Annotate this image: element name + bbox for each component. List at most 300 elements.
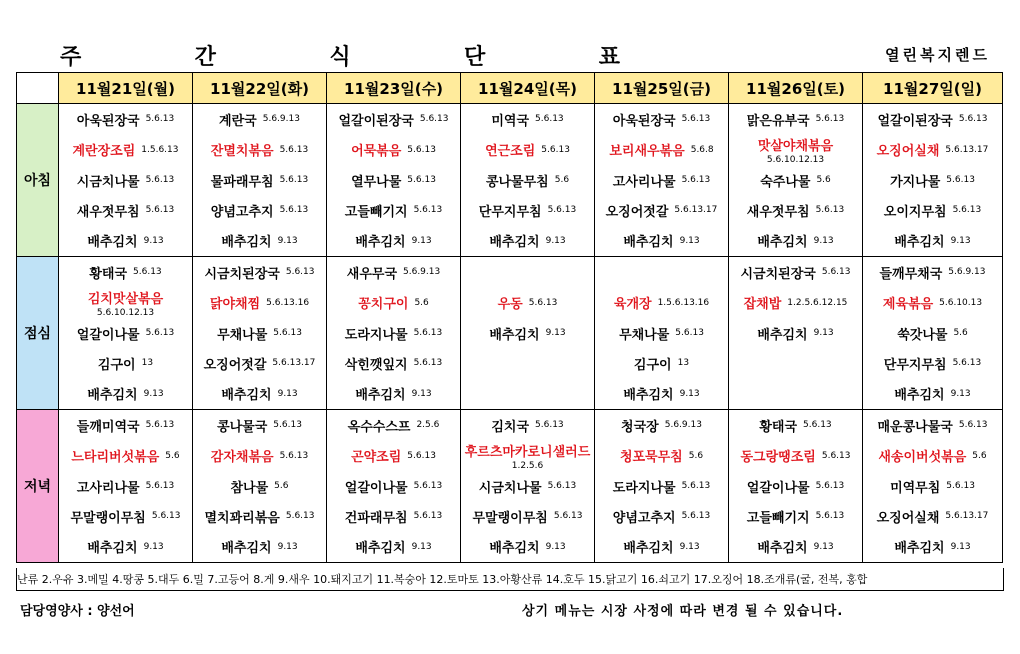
allergen-codes: 5.6.13.17 [674,205,718,216]
allergen-codes: 5.6.13.17 [945,144,989,155]
dish-name: 잔멸치볶음 [210,144,274,160]
menu-cell [327,410,461,563]
dish-name: 계란국 [219,113,257,129]
dish-name: 양념고추지 [210,204,274,220]
menu-item [59,318,192,348]
allergen-codes: 1.5.6.13 [141,144,179,155]
allergen-codes: 5.6.13 [407,450,436,461]
dish-name: 계란장조림 [72,144,136,160]
dish-name: 잡채밥 [743,297,782,313]
dish-name: 오징어젓갈 [605,204,669,220]
allergen-codes: 9.13 [545,235,566,246]
dish-name: 배추김치 [355,541,406,557]
menu-item [461,226,594,256]
menu-item [59,501,192,531]
allergen-codes: 5.6.13 [815,511,845,522]
menu-item [863,379,1002,409]
menu-item [327,379,460,409]
menu-item [863,348,1002,378]
dish-name: 육개장 [613,297,652,313]
allergen-codes: 5.6 [816,175,831,186]
menu-cell [595,104,729,257]
menu-item [729,165,862,195]
allergen-codes: 5.6 [274,481,289,492]
menu-item [193,318,326,348]
allergen-codes: 5.6.13 [413,205,443,216]
title-char: 식 [329,45,351,70]
menu-cell [193,104,327,257]
dish-name: 매운콩나물국 [877,419,953,435]
menu-item [327,348,460,378]
menu-item [729,287,862,317]
menu-item [461,532,594,562]
menu-item [863,471,1002,501]
allergen-codes: 5.6.13 [946,481,975,492]
dish-name: 배추김치 [757,235,808,251]
dish-name: 배추김치 [757,541,808,557]
allergen-codes: 5.6.13 [821,450,851,461]
allergen-codes: 5.6 [972,450,987,461]
menu-cell [595,257,729,410]
dish-name: 동그랑땡조림 [740,450,816,466]
title-char: 표 [598,45,620,70]
dish-name: 무채나물 [217,327,268,343]
menu-item [327,501,460,531]
dish-name: 배추김치 [355,235,406,251]
dish-name: 물파래무침 [210,174,274,190]
dish-name: 배추김치 [221,235,272,251]
allergen-codes: 5.6.13 [535,420,564,431]
dish-name: 아욱된장국 [612,113,676,129]
title-char: 간 [194,45,216,70]
allergen-codes: 5.6 [688,450,704,461]
menu-item [863,318,1002,348]
dish-name: 숙주나물 [760,174,811,190]
allergen-codes: 1.5.6.13.16 [657,297,710,308]
dish-name: 후르츠마카로니샐러드 [464,444,591,460]
title-char: 주 [60,45,82,70]
dish-name: 옥수수스프 [347,419,411,435]
menu-item [595,379,728,409]
menu-item [193,287,326,317]
dish-name: 콩나물무침 [485,174,549,190]
menu-item [595,134,728,164]
dish-name: 감자채볶음 [210,450,274,466]
menu-item [59,195,192,225]
menu-item [863,134,1002,164]
menu-item [863,195,1002,225]
menu-item [595,104,728,134]
dish-name: 쑥갓나물 [897,327,948,343]
meal-label: 저녁 [17,410,59,563]
menu-item [595,410,728,440]
menu-item [863,104,1002,134]
allergen-codes: 5.6.13 [528,297,558,308]
allergen-codes: 9.13 [679,541,700,552]
allergen-codes: 13 [677,358,690,369]
menu-cell [193,410,327,563]
menu-item [461,287,594,317]
menu-cell [193,257,327,410]
title-char: 단 [464,45,486,70]
dish-name: 고사리나물 [76,480,140,496]
allergen-codes: 5.6.9.13 [664,420,702,431]
menu-item [59,257,192,287]
allergen-codes: 5.6.13 [815,481,845,492]
allergen-codes: 5.6.13 [413,328,443,339]
menu-item [461,134,594,164]
menu-item [193,348,326,378]
dish-name: 맛살야채볶음 [757,138,834,154]
menu-item [595,501,728,531]
menu-cell [863,257,1003,410]
allergen-codes: 5.6.13 [285,267,315,278]
menu-item [59,410,192,440]
menu-item [193,257,326,287]
allergen-codes: 5.6.13 [145,205,175,216]
menu-item [595,226,728,256]
menu-item [461,501,594,531]
dish-name: 도라지나물 [612,480,676,496]
menu-item [595,318,728,348]
menu-cell [863,104,1003,257]
menu-item [461,410,594,440]
menu-item [327,471,460,501]
allergen-codes: 5.6.13 [145,328,175,339]
menu-item [595,348,728,378]
allergen-codes: 5.6.13 [681,511,711,522]
menu-item [59,532,192,562]
dish-name: 배추김치 [489,541,540,557]
menu-cell [461,410,595,563]
allergen-codes: 9.13 [277,235,298,246]
allergen-codes: 5.6.13 [681,175,711,186]
allergen-codes: 5.6.13 [413,358,443,369]
dish-name: 연근조림 [485,144,536,160]
menu-item [193,532,326,562]
menu-item [193,471,326,501]
dish-name: 새송이버섯볶음 [878,450,967,466]
dish-name: 배추김치 [355,388,406,404]
menu-item [327,440,460,470]
allergen-codes: 5.6 [554,175,570,186]
allergen-codes: 9.13 [950,235,971,246]
menu-item [461,257,594,287]
allergen-codes: 9.13 [813,328,834,339]
menu-item [327,226,460,256]
allergen-codes: 5.6.13 [407,144,436,155]
dish-name: 황태국 [759,419,798,435]
menu-item [461,440,594,470]
day-header: 11월25일(금) [595,73,729,104]
allergen-codes: 13 [141,358,154,369]
dish-name: 양념고추지 [612,510,676,526]
menu-item [595,257,728,287]
menu-item [327,195,460,225]
allergen-codes: 5.6.13 [407,175,436,186]
allergen-codes: 9.13 [813,541,834,552]
allergen-codes: 5.6.13 [547,481,577,492]
menu-item [863,165,1002,195]
dish-name: 배추김치 [623,388,674,404]
allergen-codes: 5.6.13 [958,420,988,431]
menu-item [327,410,460,440]
allergen-codes: 5.6.9.13 [262,114,300,125]
meal-label: 점심 [17,257,59,410]
allergen-codes: 5.6.10.13 [939,297,983,308]
menu-cell [729,104,863,257]
dish-name: 청국장 [621,419,659,435]
menu-item [59,379,192,409]
allergen-codes: 5.6.8 [690,144,714,155]
allergen-codes: 1.2.5.6.12.15 [787,297,848,308]
dish-name: 보리새우볶음 [609,144,685,160]
menu-item [729,226,862,256]
allergen-codes: 5.6.13 [946,175,975,186]
allergen-codes: 5.6.10.12.13 [766,154,825,165]
dish-name: 배추김치 [221,541,272,557]
dish-name: 어묵볶음 [351,144,402,160]
weekly-menu-table [16,72,1003,563]
dish-name: 닭야채찜 [209,297,261,313]
dish-name: 건파래무침 [344,510,408,526]
allergen-codes: 5.6.13 [145,114,175,125]
allergen-codes: 5.6.13 [952,205,982,216]
allergen-codes: 5.6.13 [952,358,982,369]
dish-name: 미역무침 [890,480,941,496]
menu-item [729,195,862,225]
allergen-codes: 9.13 [143,235,164,246]
menu-item [59,287,192,317]
menu-item [59,440,192,470]
menu-item [863,532,1002,562]
dish-name: 시금치된장국 [740,266,816,282]
dish-name: 들깨무채국 [879,266,943,282]
allergen-codes: 9.13 [545,541,566,552]
allergen-codes: 5.6.13 [815,114,845,125]
allergen-codes: 9.13 [813,235,834,246]
meal-row [17,257,1003,410]
day-header: 11월27일(일) [863,73,1003,104]
allergen-codes: 5.6.13 [279,175,309,186]
dish-name: 배추김치 [894,235,945,251]
menu-item [729,348,862,378]
allergen-legend: 난류 2.우유 3.메밀 4.땅콩 5.대두 6.밀 7.고등어 8.게 9.새우 10.돼지고기 11.복숭아 12.토마토 13.아황산류 14.호두 15.닭고기 16.쇠고기 17.오징어 18.조개류(굴, 전복, 홍합 [16,568,1004,591]
menu-item [59,104,192,134]
menu-item [595,195,728,225]
menu-item [729,134,862,164]
corner-cell [17,73,59,104]
menu-item [863,257,1002,287]
menu-cell [327,104,461,257]
allergen-codes: 5.6.13 [279,450,309,461]
menu-item [327,104,460,134]
allergen-codes: 9.13 [277,388,298,399]
menu-item [327,165,460,195]
dish-name: 제육볶음 [882,297,934,313]
day-header: 11월21일(월) [59,73,193,104]
dish-name: 배추김치 [623,235,674,251]
allergen-codes: 9.13 [411,235,432,246]
dish-name: 배추김치 [894,541,945,557]
dish-name: 느타리버섯볶음 [71,450,160,466]
allergen-codes: 5.6.13 [151,511,181,522]
dish-name: 얼갈이나물 [344,480,408,496]
dish-name: 도라지나물 [344,327,408,343]
allergen-codes: 5.6.13 [133,267,162,278]
menu-item [193,379,326,409]
dish-name: 곤약조림 [351,450,402,466]
allergen-codes: 9.13 [545,328,566,339]
menu-item [461,195,594,225]
dish-name: 무채나물 [619,327,670,343]
allergen-codes: 1.2.5.6 [511,460,544,471]
dish-name: 배추김치 [87,388,138,404]
menu-item [461,165,594,195]
dish-name: 고들빼기지 [746,510,810,526]
dish-name: 맑은유부국 [746,113,810,129]
allergen-codes: 9.13 [143,388,164,399]
menu-cell [461,104,595,257]
menu-item [729,104,862,134]
menu-item [729,379,862,409]
dish-name: 김구이 [97,357,136,373]
menu-item [59,348,192,378]
menu-cell [863,410,1003,563]
menu-item [461,379,594,409]
allergen-codes: 5.6.13 [541,144,570,155]
allergen-codes: 5.6.13 [145,420,175,431]
dish-name: 새우젓무침 [76,204,140,220]
allergen-codes: 5.6.13 [681,114,711,125]
allergen-codes: 5.6.13 [273,420,302,431]
allergen-codes: 5.6.9.13 [948,267,986,278]
allergen-codes: 5.6.13 [285,511,315,522]
allergen-codes: 5.6.13.17 [945,511,989,522]
menu-cell [59,257,193,410]
allergen-codes: 5.6.13 [675,328,704,339]
menu-item [595,287,728,317]
dish-name: 배추김치 [757,327,808,343]
menu-item [729,257,862,287]
allergen-codes: 9.13 [950,388,971,399]
menu-item [729,318,862,348]
dish-name: 무말랭이무침 [472,510,548,526]
dish-name: 얼갈이된장국 [877,113,953,129]
dish-name: 무말랭이무침 [70,510,146,526]
menu-item [59,134,192,164]
dish-name: 배추김치 [221,388,272,404]
allergen-codes: 5.6.13 [535,114,564,125]
dish-name: 청포묵무침 [619,450,683,466]
dish-name: 가지나물 [890,174,941,190]
menu-item [59,165,192,195]
meal-label: 아침 [17,104,59,257]
dish-name: 단무지무침 [478,204,542,220]
dish-name: 얼갈이나물 [746,480,810,496]
menu-item [193,226,326,256]
allergen-codes: 5.6.13 [145,481,175,492]
dish-name: 오징어실채 [876,144,940,160]
day-header: 11월22일(화) [193,73,327,104]
menu-cell [595,410,729,563]
allergen-codes: 5.6.13 [279,144,309,155]
menu-item [729,410,862,440]
allergen-codes: 5.6 [953,328,968,339]
menu-cell [59,410,193,563]
menu-item [327,257,460,287]
dish-name: 배추김치 [894,388,945,404]
menu-item [461,348,594,378]
allergen-codes: 5.6.10.12.13 [96,307,155,318]
menu-item [461,104,594,134]
allergen-codes: 9.13 [277,541,298,552]
meal-row [17,104,1003,257]
menu-item [863,287,1002,317]
allergen-codes: 5.6.13 [547,205,577,216]
allergen-codes: 2.5.6 [416,420,440,431]
allergen-codes: 5.6.13.17 [272,358,316,369]
dish-name: 참나물 [230,480,269,496]
dish-name: 시금치된장국 [204,266,280,282]
menu-item [327,532,460,562]
dish-name: 콩나물국 [217,419,268,435]
dish-name: 멸치꽈리볶음 [204,510,280,526]
menu-item [729,440,862,470]
day-header: 11월24일(목) [461,73,595,104]
menu-item [193,501,326,531]
menu-cell [729,410,863,563]
menu-item [729,501,862,531]
menu-item [193,134,326,164]
menu-item [193,410,326,440]
allergen-codes: 5.6 [414,297,429,308]
day-header-row [17,73,1003,104]
dish-name: 미역국 [491,113,530,129]
menu-item [863,410,1002,440]
menu-item [193,195,326,225]
allergen-codes: 9.13 [143,541,164,552]
menu-item [193,165,326,195]
allergen-codes: 9.13 [411,388,432,399]
dish-name: 열무나물 [351,174,402,190]
allergen-codes: 9.13 [950,541,971,552]
dish-name: 단무지무침 [883,357,947,373]
menu-item [863,226,1002,256]
dish-name: 배추김치 [87,235,138,251]
menu-item [595,532,728,562]
dish-name: 아욱된장국 [76,113,140,129]
day-header: 11월23일(수) [327,73,461,104]
menu-cell [59,104,193,257]
dish-name: 들깨미역국 [76,419,140,435]
organization-name: 열린복지렌드 [885,46,990,64]
allergen-codes: 9.13 [679,235,700,246]
allergen-codes: 5.6.13 [413,481,443,492]
dish-name: 새우무국 [346,266,397,282]
allergen-codes: 5.6.13 [681,481,711,492]
menu-item [461,471,594,501]
menu-item [59,471,192,501]
dish-name: 오징어젓갈 [203,357,267,373]
dish-name: 고들빼기지 [344,204,408,220]
allergen-codes: 5.6.9.13 [403,267,441,278]
menu-item [327,318,460,348]
dish-name: 오이지무침 [883,204,947,220]
allergen-codes: 5.6.13 [815,205,845,216]
meal-row [17,410,1003,563]
dish-name: 배추김치 [489,327,540,343]
